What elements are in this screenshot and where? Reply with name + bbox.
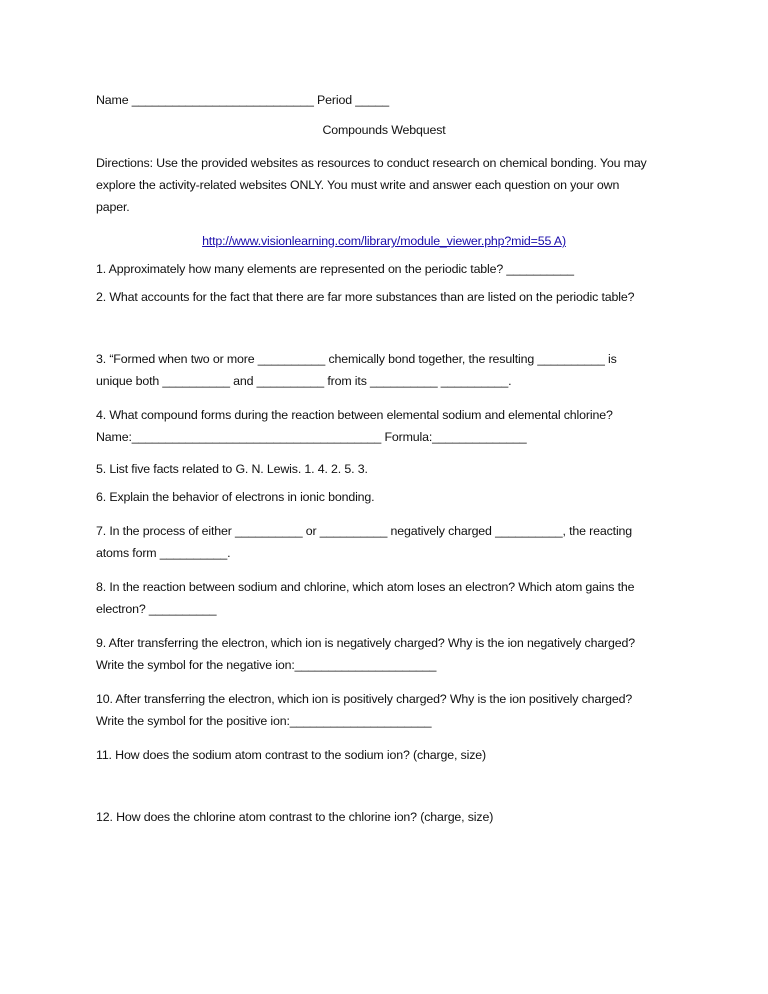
directions-line-3: paper. — [96, 200, 130, 214]
question-10-line-1: 10. After transferring the electron, which ion is positively charged? Why is the ion positively charged? — [96, 692, 633, 706]
question-9-line-1: 9. After transferring the electron, which ion is negatively charged? Why is the ion negatively charged? — [96, 636, 635, 650]
question-3-line-1: 3. “Formed when two or more __________ chemically bond together, the resulting __________ is — [96, 352, 617, 366]
question-2: 2. What accounts for the fact that there are far more substances than are listed on the periodic table? — [96, 290, 635, 304]
question-8-line-2: electron? __________ — [96, 602, 217, 616]
question-3-line-2: unique both __________ and __________ from its __________ __________. — [96, 374, 512, 388]
question-8-line-1: 8. In the reaction between sodium and chlorine, which atom loses an electron? Which atom gains the — [96, 580, 635, 594]
question-7-line-1: 7. In the process of either __________ or __________ negatively charged __________, the reacting — [96, 524, 633, 538]
question-6: 6. Explain the behavior of electrons in ionic bonding. — [96, 490, 375, 504]
question-12: 12. How does the chlorine atom contrast to the chlorine ion? (charge, size) — [96, 810, 494, 824]
question-1: 1. Approximately how many elements are represented on the periodic table? __________ — [96, 262, 574, 276]
question-7-line-2: atoms form __________. — [96, 546, 231, 560]
question-11: 11. How does the sodium atom contrast to the sodium ion? (charge, size) — [96, 748, 486, 762]
question-9-line-2: Write the symbol for the negative ion:_____________________ — [96, 658, 437, 672]
question-10-line-2: Write the symbol for the positive ion:_____________________ — [96, 714, 432, 728]
question-4-line-2: Name:_____________________________________ Formula:______________ — [96, 430, 527, 444]
name-period-line: Name ___________________________ Period _____ — [96, 93, 389, 107]
resource-link[interactable]: http://www.visionlearning.com/library/module_viewer.php?mid=55 A) — [202, 234, 566, 248]
question-4-line-1: 4. What compound forms during the reaction between elemental sodium and elemental chlorine? — [96, 408, 613, 422]
directions-line-1: Directions: Use the provided websites as resources to conduct research on chemical bonding. You may — [96, 156, 647, 170]
directions-line-2: explore the activity-related websites ONLY. You must write and answer each question on your own — [96, 178, 620, 192]
question-5: 5. List five facts related to G. N. Lewis. 1. 4. 2. 5. 3. — [96, 462, 368, 476]
document-title: Compounds Webquest — [322, 123, 446, 137]
